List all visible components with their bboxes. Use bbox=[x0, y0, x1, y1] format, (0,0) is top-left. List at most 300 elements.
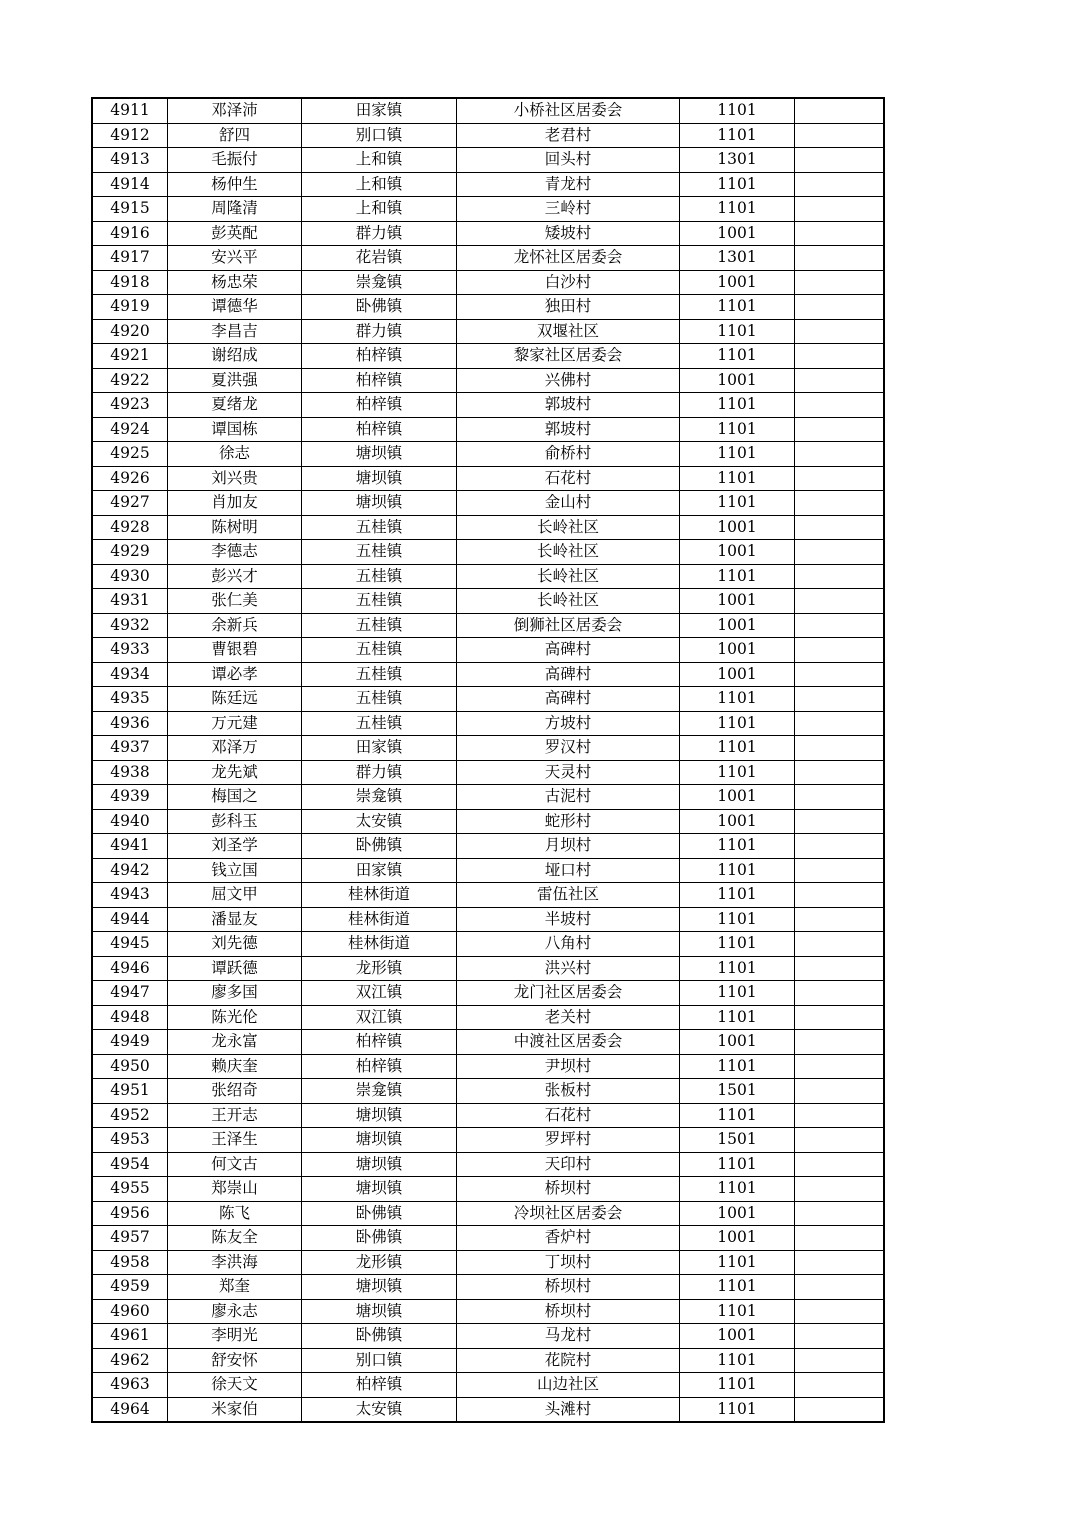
village-cell: 小桥社区居委会 bbox=[457, 98, 680, 123]
village-cell: 郭坡村 bbox=[457, 393, 680, 418]
person-name-cell: 龙永富 bbox=[168, 1030, 302, 1055]
village-cell: 头滩村 bbox=[457, 1397, 680, 1422]
table-row bbox=[92, 1324, 884, 1349]
table-row bbox=[92, 981, 884, 1006]
town-cell: 五桂镇 bbox=[302, 662, 457, 687]
person-name-cell: 陈光伦 bbox=[168, 1005, 302, 1030]
table-row bbox=[92, 172, 884, 197]
table-row bbox=[92, 736, 884, 761]
town-cell: 上和镇 bbox=[302, 172, 457, 197]
code-cell: 1101 bbox=[680, 1177, 795, 1202]
village-cell: 月坝村 bbox=[457, 834, 680, 859]
code-cell: 1001 bbox=[680, 1201, 795, 1226]
code-cell: 1301 bbox=[680, 148, 795, 173]
person-name-cell: 安兴平 bbox=[168, 246, 302, 271]
person-name-cell: 廖永志 bbox=[168, 1299, 302, 1324]
person-name-cell: 谭德华 bbox=[168, 295, 302, 320]
person-name-cell: 屈文甲 bbox=[168, 883, 302, 908]
village-cell: 方坡村 bbox=[457, 711, 680, 736]
table-row bbox=[92, 883, 884, 908]
table-row bbox=[92, 393, 884, 418]
code-cell: 1101 bbox=[680, 1250, 795, 1275]
town-cell: 五桂镇 bbox=[302, 613, 457, 638]
village-cell: 老君村 bbox=[457, 123, 680, 148]
empty-cell bbox=[795, 1226, 885, 1251]
code-cell: 1101 bbox=[680, 344, 795, 369]
table-row bbox=[92, 662, 884, 687]
village-cell: 白沙村 bbox=[457, 270, 680, 295]
empty-cell bbox=[795, 466, 885, 491]
town-cell: 群力镇 bbox=[302, 221, 457, 246]
person-name-cell: 郑奎 bbox=[168, 1275, 302, 1300]
empty-cell bbox=[795, 442, 885, 467]
town-cell: 柏梓镇 bbox=[302, 1030, 457, 1055]
code-cell: 1001 bbox=[680, 662, 795, 687]
town-cell: 五桂镇 bbox=[302, 564, 457, 589]
code-cell: 1101 bbox=[680, 1054, 795, 1079]
row-number-cell: 4911 bbox=[92, 98, 168, 123]
person-name-cell: 余新兵 bbox=[168, 613, 302, 638]
row-number-cell: 4960 bbox=[92, 1299, 168, 1324]
empty-cell bbox=[795, 834, 885, 859]
town-cell: 柏梓镇 bbox=[302, 1054, 457, 1079]
empty-cell bbox=[795, 736, 885, 761]
code-cell: 1101 bbox=[680, 1348, 795, 1373]
code-cell: 1101 bbox=[680, 858, 795, 883]
row-number-cell: 4915 bbox=[92, 197, 168, 222]
table-row bbox=[92, 1299, 884, 1324]
row-number-cell: 4922 bbox=[92, 368, 168, 393]
code-cell: 1101 bbox=[680, 197, 795, 222]
row-number-cell: 4912 bbox=[92, 123, 168, 148]
town-cell: 柏梓镇 bbox=[302, 344, 457, 369]
row-number-cell: 4933 bbox=[92, 638, 168, 663]
person-name-cell: 陈廷远 bbox=[168, 687, 302, 712]
village-cell: 老关村 bbox=[457, 1005, 680, 1030]
town-cell: 塘坝镇 bbox=[302, 442, 457, 467]
data-table bbox=[91, 97, 885, 1423]
table-row bbox=[92, 1103, 884, 1128]
code-cell: 1001 bbox=[680, 540, 795, 565]
table-row bbox=[92, 1152, 884, 1177]
town-cell: 柏梓镇 bbox=[302, 368, 457, 393]
person-name-cell: 舒安怀 bbox=[168, 1348, 302, 1373]
empty-cell bbox=[795, 809, 885, 834]
empty-cell bbox=[795, 1373, 885, 1398]
town-cell: 龙形镇 bbox=[302, 956, 457, 981]
row-number-cell: 4929 bbox=[92, 540, 168, 565]
town-cell: 塘坝镇 bbox=[302, 466, 457, 491]
village-cell: 俞桥村 bbox=[457, 442, 680, 467]
table-row bbox=[92, 295, 884, 320]
table-row bbox=[92, 1397, 884, 1422]
village-cell: 三岭村 bbox=[457, 197, 680, 222]
code-cell: 1101 bbox=[680, 319, 795, 344]
person-name-cell: 潘显友 bbox=[168, 907, 302, 932]
town-cell: 塘坝镇 bbox=[302, 1275, 457, 1300]
person-name-cell: 周隆清 bbox=[168, 197, 302, 222]
empty-cell bbox=[795, 319, 885, 344]
person-name-cell: 钱立国 bbox=[168, 858, 302, 883]
town-cell: 上和镇 bbox=[302, 148, 457, 173]
code-cell: 1001 bbox=[680, 368, 795, 393]
village-cell: 长岭社区 bbox=[457, 564, 680, 589]
table-row bbox=[92, 834, 884, 859]
row-number-cell: 4926 bbox=[92, 466, 168, 491]
town-cell: 崇龛镇 bbox=[302, 270, 457, 295]
empty-cell bbox=[795, 564, 885, 589]
person-name-cell: 梅国之 bbox=[168, 785, 302, 810]
row-number-cell: 4917 bbox=[92, 246, 168, 271]
village-cell: 丁坝村 bbox=[457, 1250, 680, 1275]
empty-cell bbox=[795, 344, 885, 369]
person-name-cell: 王开志 bbox=[168, 1103, 302, 1128]
row-number-cell: 4946 bbox=[92, 956, 168, 981]
code-cell: 1001 bbox=[680, 221, 795, 246]
code-cell: 1101 bbox=[680, 1397, 795, 1422]
code-cell: 1001 bbox=[680, 515, 795, 540]
village-cell: 蛇形村 bbox=[457, 809, 680, 834]
person-name-cell: 谭必孝 bbox=[168, 662, 302, 687]
town-cell: 塘坝镇 bbox=[302, 1299, 457, 1324]
empty-cell bbox=[795, 221, 885, 246]
code-cell: 1001 bbox=[680, 1030, 795, 1055]
code-cell: 1101 bbox=[680, 417, 795, 442]
town-cell: 太安镇 bbox=[302, 1397, 457, 1422]
row-number-cell: 4928 bbox=[92, 515, 168, 540]
person-name-cell: 万元建 bbox=[168, 711, 302, 736]
town-cell: 塘坝镇 bbox=[302, 1128, 457, 1153]
row-number-cell: 4964 bbox=[92, 1397, 168, 1422]
empty-cell bbox=[795, 1030, 885, 1055]
town-cell: 田家镇 bbox=[302, 98, 457, 123]
code-cell: 1301 bbox=[680, 246, 795, 271]
table-row bbox=[92, 491, 884, 516]
village-cell: 罗汉村 bbox=[457, 736, 680, 761]
village-cell: 香炉村 bbox=[457, 1226, 680, 1251]
row-number-cell: 4914 bbox=[92, 172, 168, 197]
code-cell: 1101 bbox=[680, 1103, 795, 1128]
village-cell: 山边社区 bbox=[457, 1373, 680, 1398]
row-number-cell: 4924 bbox=[92, 417, 168, 442]
person-name-cell: 夏洪强 bbox=[168, 368, 302, 393]
empty-cell bbox=[795, 662, 885, 687]
row-number-cell: 4930 bbox=[92, 564, 168, 589]
empty-cell bbox=[795, 1128, 885, 1153]
row-number-cell: 4916 bbox=[92, 221, 168, 246]
row-number-cell: 4954 bbox=[92, 1152, 168, 1177]
person-name-cell: 米家伯 bbox=[168, 1397, 302, 1422]
village-cell: 郭坡村 bbox=[457, 417, 680, 442]
village-cell: 中渡社区居委会 bbox=[457, 1030, 680, 1055]
table-row bbox=[92, 1348, 884, 1373]
person-name-cell: 何文古 bbox=[168, 1152, 302, 1177]
row-number-cell: 4935 bbox=[92, 687, 168, 712]
row-number-cell: 4920 bbox=[92, 319, 168, 344]
town-cell: 柏梓镇 bbox=[302, 1373, 457, 1398]
row-number-cell: 4938 bbox=[92, 760, 168, 785]
code-cell: 1101 bbox=[680, 123, 795, 148]
table-row bbox=[92, 687, 884, 712]
table-row bbox=[92, 98, 884, 123]
person-name-cell: 彭科玉 bbox=[168, 809, 302, 834]
village-cell: 金山村 bbox=[457, 491, 680, 516]
town-cell: 群力镇 bbox=[302, 319, 457, 344]
code-cell: 1101 bbox=[680, 393, 795, 418]
village-cell: 桥坝村 bbox=[457, 1299, 680, 1324]
table-row bbox=[92, 1201, 884, 1226]
table-row bbox=[92, 1005, 884, 1030]
row-number-cell: 4934 bbox=[92, 662, 168, 687]
empty-cell bbox=[795, 1177, 885, 1202]
town-cell: 田家镇 bbox=[302, 736, 457, 761]
town-cell: 崇龛镇 bbox=[302, 785, 457, 810]
town-cell: 塘坝镇 bbox=[302, 1103, 457, 1128]
person-name-cell: 彭兴才 bbox=[168, 564, 302, 589]
village-cell: 垭口村 bbox=[457, 858, 680, 883]
code-cell: 1001 bbox=[680, 809, 795, 834]
village-cell: 倒狮社区居委会 bbox=[457, 613, 680, 638]
person-name-cell: 刘先德 bbox=[168, 932, 302, 957]
empty-cell bbox=[795, 368, 885, 393]
town-cell: 卧佛镇 bbox=[302, 1226, 457, 1251]
village-cell: 龙怀社区居委会 bbox=[457, 246, 680, 271]
empty-cell bbox=[795, 1079, 885, 1104]
empty-cell bbox=[795, 393, 885, 418]
person-name-cell: 彭英配 bbox=[168, 221, 302, 246]
town-cell: 龙形镇 bbox=[302, 1250, 457, 1275]
table-row bbox=[92, 711, 884, 736]
code-cell: 1101 bbox=[680, 1005, 795, 1030]
table-body bbox=[92, 98, 884, 1422]
town-cell: 太安镇 bbox=[302, 809, 457, 834]
village-cell: 兴佛村 bbox=[457, 368, 680, 393]
table-row bbox=[92, 564, 884, 589]
row-number-cell: 4921 bbox=[92, 344, 168, 369]
empty-cell bbox=[795, 270, 885, 295]
row-number-cell: 4958 bbox=[92, 1250, 168, 1275]
person-name-cell: 陈树明 bbox=[168, 515, 302, 540]
row-number-cell: 4948 bbox=[92, 1005, 168, 1030]
person-name-cell: 舒四 bbox=[168, 123, 302, 148]
village-cell: 半坡村 bbox=[457, 907, 680, 932]
row-number-cell: 4945 bbox=[92, 932, 168, 957]
table-row bbox=[92, 319, 884, 344]
code-cell: 1101 bbox=[680, 687, 795, 712]
village-cell: 长岭社区 bbox=[457, 589, 680, 614]
row-number-cell: 4942 bbox=[92, 858, 168, 883]
empty-cell bbox=[795, 197, 885, 222]
table-row bbox=[92, 932, 884, 957]
empty-cell bbox=[795, 858, 885, 883]
table-row bbox=[92, 515, 884, 540]
town-cell: 五桂镇 bbox=[302, 589, 457, 614]
empty-cell bbox=[795, 295, 885, 320]
table-row bbox=[92, 858, 884, 883]
row-number-cell: 4927 bbox=[92, 491, 168, 516]
person-name-cell: 李昌吉 bbox=[168, 319, 302, 344]
row-number-cell: 4951 bbox=[92, 1079, 168, 1104]
table-row bbox=[92, 270, 884, 295]
village-cell: 花院村 bbox=[457, 1348, 680, 1373]
code-cell: 1501 bbox=[680, 1128, 795, 1153]
person-name-cell: 张绍奇 bbox=[168, 1079, 302, 1104]
person-name-cell: 廖多国 bbox=[168, 981, 302, 1006]
town-cell: 别口镇 bbox=[302, 123, 457, 148]
village-cell: 天印村 bbox=[457, 1152, 680, 1177]
person-name-cell: 邓泽沛 bbox=[168, 98, 302, 123]
village-cell: 桥坝村 bbox=[457, 1275, 680, 1300]
code-cell: 1101 bbox=[680, 736, 795, 761]
row-number-cell: 4963 bbox=[92, 1373, 168, 1398]
code-cell: 1101 bbox=[680, 956, 795, 981]
table-row bbox=[92, 540, 884, 565]
village-cell: 长岭社区 bbox=[457, 515, 680, 540]
code-cell: 1101 bbox=[680, 1299, 795, 1324]
code-cell: 1101 bbox=[680, 981, 795, 1006]
village-cell: 石花村 bbox=[457, 466, 680, 491]
village-cell: 青龙村 bbox=[457, 172, 680, 197]
row-number-cell: 4931 bbox=[92, 589, 168, 614]
person-name-cell: 谭国栋 bbox=[168, 417, 302, 442]
person-name-cell: 肖加友 bbox=[168, 491, 302, 516]
table-row bbox=[92, 1079, 884, 1104]
row-number-cell: 4962 bbox=[92, 1348, 168, 1373]
row-number-cell: 4947 bbox=[92, 981, 168, 1006]
village-cell: 雷伍社区 bbox=[457, 883, 680, 908]
row-number-cell: 4955 bbox=[92, 1177, 168, 1202]
table-row bbox=[92, 221, 884, 246]
row-number-cell: 4944 bbox=[92, 907, 168, 932]
code-cell: 1101 bbox=[680, 1373, 795, 1398]
empty-cell bbox=[795, 907, 885, 932]
table-row bbox=[92, 1177, 884, 1202]
code-cell: 1501 bbox=[680, 1079, 795, 1104]
table-row bbox=[92, 589, 884, 614]
code-cell: 1101 bbox=[680, 932, 795, 957]
empty-cell bbox=[795, 1005, 885, 1030]
table-row bbox=[92, 148, 884, 173]
empty-cell bbox=[795, 515, 885, 540]
row-number-cell: 4925 bbox=[92, 442, 168, 467]
person-name-cell: 谭跃德 bbox=[168, 956, 302, 981]
empty-cell bbox=[795, 1348, 885, 1373]
person-name-cell: 张仁美 bbox=[168, 589, 302, 614]
empty-cell bbox=[795, 760, 885, 785]
village-cell: 龙门社区居委会 bbox=[457, 981, 680, 1006]
empty-cell bbox=[795, 785, 885, 810]
person-name-cell: 毛振付 bbox=[168, 148, 302, 173]
person-name-cell: 刘兴贵 bbox=[168, 466, 302, 491]
person-name-cell: 郑崇山 bbox=[168, 1177, 302, 1202]
table-row bbox=[92, 1054, 884, 1079]
village-cell: 双堰社区 bbox=[457, 319, 680, 344]
row-number-cell: 4943 bbox=[92, 883, 168, 908]
table-row bbox=[92, 123, 884, 148]
town-cell: 塘坝镇 bbox=[302, 1177, 457, 1202]
empty-cell bbox=[795, 1299, 885, 1324]
table-row bbox=[92, 466, 884, 491]
table-row bbox=[92, 1128, 884, 1153]
empty-cell bbox=[795, 417, 885, 442]
table-row bbox=[92, 1275, 884, 1300]
town-cell: 花岩镇 bbox=[302, 246, 457, 271]
empty-cell bbox=[795, 148, 885, 173]
person-name-cell: 杨仲生 bbox=[168, 172, 302, 197]
village-cell: 黎家社区居委会 bbox=[457, 344, 680, 369]
row-number-cell: 4959 bbox=[92, 1275, 168, 1300]
empty-cell bbox=[795, 1103, 885, 1128]
village-cell: 长岭社区 bbox=[457, 540, 680, 565]
table-row bbox=[92, 638, 884, 663]
village-cell: 尹坝村 bbox=[457, 1054, 680, 1079]
village-cell: 罗坪村 bbox=[457, 1128, 680, 1153]
town-cell: 双江镇 bbox=[302, 1005, 457, 1030]
row-number-cell: 4949 bbox=[92, 1030, 168, 1055]
village-cell: 天灵村 bbox=[457, 760, 680, 785]
town-cell: 别口镇 bbox=[302, 1348, 457, 1373]
empty-cell bbox=[795, 1324, 885, 1349]
table-row bbox=[92, 613, 884, 638]
empty-cell bbox=[795, 1054, 885, 1079]
empty-cell bbox=[795, 540, 885, 565]
empty-cell bbox=[795, 1201, 885, 1226]
village-cell: 张板村 bbox=[457, 1079, 680, 1104]
person-name-cell: 王泽生 bbox=[168, 1128, 302, 1153]
code-cell: 1101 bbox=[680, 760, 795, 785]
row-number-cell: 4941 bbox=[92, 834, 168, 859]
row-number-cell: 4956 bbox=[92, 1201, 168, 1226]
row-number-cell: 4950 bbox=[92, 1054, 168, 1079]
row-number-cell: 4952 bbox=[92, 1103, 168, 1128]
code-cell: 1101 bbox=[680, 564, 795, 589]
village-cell: 马龙村 bbox=[457, 1324, 680, 1349]
empty-cell bbox=[795, 123, 885, 148]
empty-cell bbox=[795, 613, 885, 638]
village-cell: 洪兴村 bbox=[457, 956, 680, 981]
row-number-cell: 4913 bbox=[92, 148, 168, 173]
empty-cell bbox=[795, 956, 885, 981]
table-row bbox=[92, 1226, 884, 1251]
code-cell: 1001 bbox=[680, 613, 795, 638]
town-cell: 田家镇 bbox=[302, 858, 457, 883]
row-number-cell: 4939 bbox=[92, 785, 168, 810]
table-row bbox=[92, 1250, 884, 1275]
empty-cell bbox=[795, 98, 885, 123]
code-cell: 1001 bbox=[680, 1324, 795, 1349]
empty-cell bbox=[795, 638, 885, 663]
code-cell: 1101 bbox=[680, 1275, 795, 1300]
code-cell: 1001 bbox=[680, 1226, 795, 1251]
person-name-cell: 刘圣学 bbox=[168, 834, 302, 859]
person-name-cell: 李洪海 bbox=[168, 1250, 302, 1275]
town-cell: 五桂镇 bbox=[302, 687, 457, 712]
code-cell: 1001 bbox=[680, 785, 795, 810]
person-name-cell: 陈飞 bbox=[168, 1201, 302, 1226]
code-cell: 1001 bbox=[680, 638, 795, 663]
code-cell: 1101 bbox=[680, 883, 795, 908]
person-name-cell: 李明光 bbox=[168, 1324, 302, 1349]
code-cell: 1101 bbox=[680, 711, 795, 736]
table-row bbox=[92, 809, 884, 834]
person-name-cell: 李德志 bbox=[168, 540, 302, 565]
empty-cell bbox=[795, 1250, 885, 1275]
empty-cell bbox=[795, 491, 885, 516]
person-name-cell: 夏绪龙 bbox=[168, 393, 302, 418]
town-cell: 双江镇 bbox=[302, 981, 457, 1006]
table-row bbox=[92, 760, 884, 785]
code-cell: 1101 bbox=[680, 98, 795, 123]
